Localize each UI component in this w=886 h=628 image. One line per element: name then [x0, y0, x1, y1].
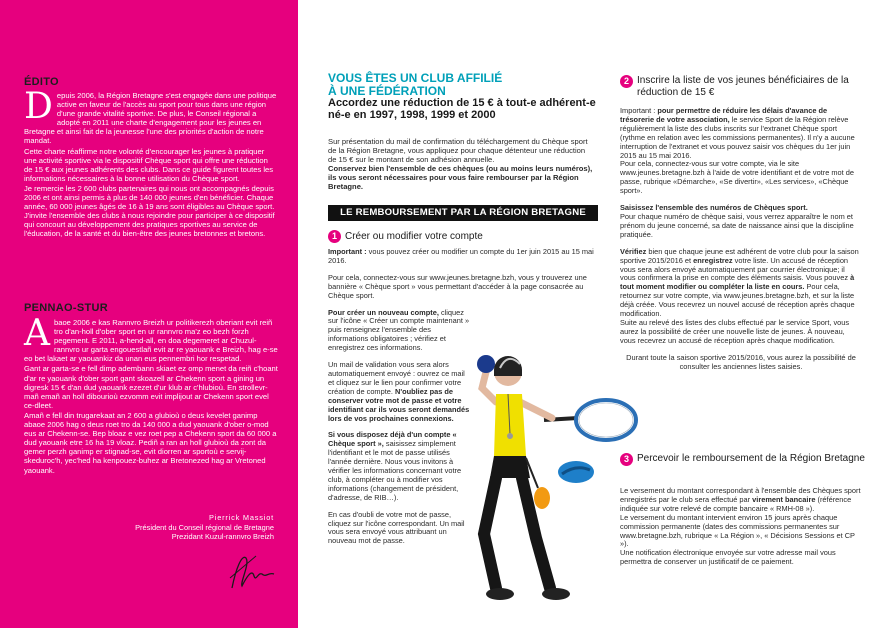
step-1-paragraph: Pour cela, connectez-vous sur www.jeunes.bretagne.bzh, vous y trouverez une bannière « Chèque sport » vous permettant d'accéder à la page consacrée au Chèque sport.	[328, 272, 587, 300]
edito-title: ÉDITO	[24, 76, 59, 88]
text: votre liste. Un accusé de réception vous sera alors envoyé automatiquement par courrier électronique; il vous confirmera la prise en compte des éléments saisis.	[620, 255, 849, 283]
text: Le versement du montant intervient environ 15 jours après chaque commission permanente (dates des commissions permanentes sur www.bretagne.bzh, rubrique « La Région », « Décisions Sessions et CP »).	[620, 512, 855, 549]
bold-text: Vérifiez	[620, 246, 647, 256]
edito-text	[24, 86, 278, 240]
bold-text: à tout moment modifier ou compléter la liste en cours.	[620, 273, 855, 292]
boxing-glove-icon	[477, 355, 495, 373]
intro-text: Sur présentation du mail de confirmation du téléchargement du Chèque sport de la Région Bretagne, vous appliquez pour chaque détenteur une réduction de 15 € sur le montant de son adhésion annuelle.	[328, 137, 588, 165]
pennao-stur-text	[24, 313, 278, 476]
text: le service Sport de la Région relève régulièrement la liste des clubs inscrits sur l'extranet Chèque sport (rythme en relation avec les commissions permanentes). Il n'y a aucune interruption de l'extranet et vous pouvez saisir vos chèques du 1er juin 2015 au 15 mai 2016.	[620, 114, 855, 160]
pennao-paragraph: Amañ e fell din trugarekaat an 2 600 a glubioù o deus kevelet ganimp abaoe 2006 hag o deus roet tro da 140 000 a dud yaouank d'ober o-mod eus ar Chekenn-se. Bep bloaz e vez roet pep a Chekenn sport da 60 000 a dud yaouank etre 16 ha 19 vloaz. Pediñ a ran an holl glubioù da zont da gemer perzh ganimp er stignad-se, evit diorren ar sportoù e servij-skeduroc'h, yec'hed ha kenpouez-buhez ar Bretonezed hag ar Vretoned yaouank.	[24, 410, 277, 475]
handwritten-signature-icon	[226, 548, 280, 596]
club-heading	[328, 72, 598, 97]
pennao-dropcap: A	[24, 313, 50, 354]
bold-text: virement bancaire	[752, 494, 816, 504]
signature-block	[135, 513, 274, 542]
bold-text: N'oubliez pas de conserver votre mot de passe et votre identifiant car ils vous seront demandés lors de vos prochaines connexions.	[328, 386, 470, 423]
bold-text: Saisissez l'ensemble des numéros de Chèques sport.	[620, 203, 808, 213]
step-1-important	[328, 248, 598, 266]
text: Vous pouvez	[805, 273, 849, 283]
text: Suite au relevé des listes des clubs effectué par le service Sport, vous aurez la possibilité de créer une nouvelle liste de jeunes. À nouveau, vous recevrez un accusé de réception après chaque modification.	[620, 317, 850, 345]
reimbursement-banner: LE REMBOURSEMENT PAR LA RÉGION BRETAGNE	[328, 205, 598, 221]
text: Une notification électronique envoyée sur votre adresse mail vous permettra de conserver un justificatif de ce paiement.	[620, 548, 836, 567]
tennis-player-illustration	[466, 338, 638, 604]
step-2-header	[620, 75, 866, 99]
text: bien que chaque jeune est adhérent de votre club pour la saison sportive 2015/2016 et	[620, 246, 859, 265]
pennao-paragraph: Gant ar garta-se e fell dimp adembann skiaet ez omp menet da reiñ c'hoant d'ar re yaouank d'ober sport gant skoazell ar Chekenn sport a gining un digresk 15 € d'an dud yaouank ezezet d'ur klub ar c'hlubioù. En strollevr-mañ emañ an holl dibourioù ezvomm evit implijout ar Chekenn sport evel ce-dleet.	[24, 364, 278, 410]
important-text: vous pouvez créer ou modifier un compte du 1er juin 2015 au 15 mai 2016.	[328, 247, 594, 265]
important-label: Important :	[328, 247, 367, 256]
edito-paragraph: epuis 2006, la Région Bretagne s'est engagée dans une politique active en faveur de l'accès au sport pour tous dans une région d'une grande vitalité sportive. De plus, le Conseil régional a adopté en 2011 une charte d'engagement pour les jeunes en Bretagne et ainsi fait de la jeunesse l'une des priorités d'action de notre mandat.	[24, 91, 277, 146]
tennis-racket-icon	[544, 400, 636, 440]
step-3-title: Percevoir le remboursement de la Région Bretagne	[637, 453, 865, 464]
step-1-paragraph	[328, 361, 473, 423]
step-1-paragraph	[328, 431, 473, 502]
signatory-role-breton: Prezidant Kuzul-rannvro Breizh	[171, 532, 274, 541]
step-1-paragraph: En cas d'oubli de votre mot de passe, cliquez sur l'icône correspondant. Un mail vous sera envoyé vous attribuant un nouveau mot de passe.	[328, 509, 465, 546]
edito-dropcap: D	[24, 86, 53, 127]
text: Un mail de validation vous sera alors automatiquement envoyé : ouvrez ce mail et cliquez sur le lien pour confirmer votre création de compte.	[328, 360, 465, 396]
signatory-name: Pierrick Massiot	[209, 513, 274, 522]
step-2-text	[620, 107, 862, 379]
club-heading-line2: À UNE FÉDÉRATION	[328, 83, 446, 98]
intro-bold-text: Conservez bien l'ensemble de ces chèques (ou au moins leurs numéros), ils vous seront nécessaires pour vous faire rembourser par la Région Bretagne.	[328, 164, 593, 192]
blue-ball-icon	[558, 461, 594, 483]
important-label: Important :	[620, 106, 656, 115]
step-2-paragraph	[620, 248, 862, 346]
step-2-paragraph	[620, 204, 862, 240]
bold-text: Si vous disposez déjà d'un compte « Chèque sport »,	[328, 430, 457, 449]
club-heading-line1: VOUS ÊTES UN CLUB AFFILIÉ	[328, 71, 503, 85]
bold-text: Pour créer un nouveau compte,	[328, 307, 439, 317]
club-intro	[328, 137, 593, 192]
text: Pour cela, connectez-vous sur votre compte, via le site www.jeunes.bretagne.bzh à l'aide de votre identifiant et de votre mot de passe, rubrique «Démarche», «Se divertir», «Les services», «Chèque sport».	[620, 159, 854, 196]
text: Le versement du montant correspondant à l'ensemble des Chèques sport enregistrés par le club sera effectué par	[620, 486, 861, 504]
text: saisissez simplement l'identifiant et le mot de passe utilisés l'année dernière. Nous vous invitons à vérifier les informations concernant votre club, à compléter ou à modifier vos informations (changement de président, d'adresse, de RIB…).	[328, 439, 462, 502]
step-1-header	[328, 230, 483, 243]
text: cliquez sur l'icône « Créer un compte maintenant » puis renseignez l'ensemble des informations obligatoires ; vérifiez et enregistrez ces informations.	[328, 307, 470, 353]
step-1-title: Créer ou modifier votre compte	[345, 231, 483, 242]
pennao-stur-title: PENNAO-STUR	[24, 302, 108, 314]
step-1-paragraph	[328, 309, 473, 354]
pennao-paragraph: baoe 2006 e kas Rannvro Breizh ur politikerezh oberiant evit reiñ tro d'an-holl d'ober sport en ur rannvro ma'z eo bezh forzh pegement. E 2011, a-hend-all, en doa degemeret ar Chuzul-rannvro ur garta engouestlañ evit ar re yaouank e Breizh, hag e-se eo bet lakaet ar yaouankiz da unan eus pennembri hor respetad.	[24, 318, 278, 364]
edito-column	[0, 0, 298, 628]
text: Pour chaque numéro de chèque saisi, vous verrez apparaître le nom et prénom du jeune concerné, sa date de naissance ainsi que la discipline pratiquée.	[620, 211, 854, 239]
reduction-heading: Accordez une réduction de 15 € à tout-e adhérent-e né-e en 1997, 1998, 1999 et 2000	[328, 97, 596, 122]
text: (référence indiquée sur votre relevé de compte bancaire « RMH-08 »).	[620, 494, 852, 513]
signatory-role: Président du Conseil régional de Bretagne	[135, 522, 274, 532]
step-2-title: Inscrire la liste de vos jeunes bénéficiaires de la réduction de 15 €	[637, 75, 849, 98]
edito-paragraph: Cette charte réaffirme notre volonté d'encourager les jeunes à pratiquer une activité sportive via le dispositif Chèque sport qui offre une réduction de 15 € aux jeunes adhérents des clubs. Dans ce guide figurent toutes les informations nécessaires à la bonne utilisation du Chèque sport.	[24, 146, 274, 183]
step-number-badge: 2	[620, 75, 633, 88]
step-2-important	[620, 107, 862, 196]
step-number-badge: 3	[620, 453, 633, 466]
step-2-paragraph: Durant toute la saison sportive 2015/2016, vous aurez la possibilité de consulter les anciennes listes saisies.	[626, 352, 856, 371]
bold-text: pour permettre de réduire les délais d'avance de trésorerie de votre association,	[620, 106, 828, 124]
step-3-paragraph	[620, 487, 862, 567]
text: Pour cela, retournez sur votre compte, via www.jeunes.bretagne.bzh, et sur la liste déjà créée. Vous recevrez un nouvel accusé de réception après chaque modification.	[620, 282, 855, 319]
step-3-header	[620, 453, 865, 466]
step-number-badge: 1	[328, 230, 341, 243]
step-3-text	[620, 487, 862, 575]
edito-paragraph: Je remercie les 2 600 clubs partenaires qui nous ont accompagnés depuis 2006 et ont ainsi permis à plus de 140 000 jeunes d'en bénéficier. Chaque année, 60 000 jeunes âgés de 16 à 19 ans sont éligibles au Chèque sport. J'invite l'ensemble des clubs à nous rejoindre pour participer à ce dispositif qui concourt au développement des pratiques sportives au service de l'éducation, de la santé et du bien-être des jeunes bretonnes et bretons.	[24, 183, 275, 239]
bold-text: enregistrez	[693, 255, 733, 265]
